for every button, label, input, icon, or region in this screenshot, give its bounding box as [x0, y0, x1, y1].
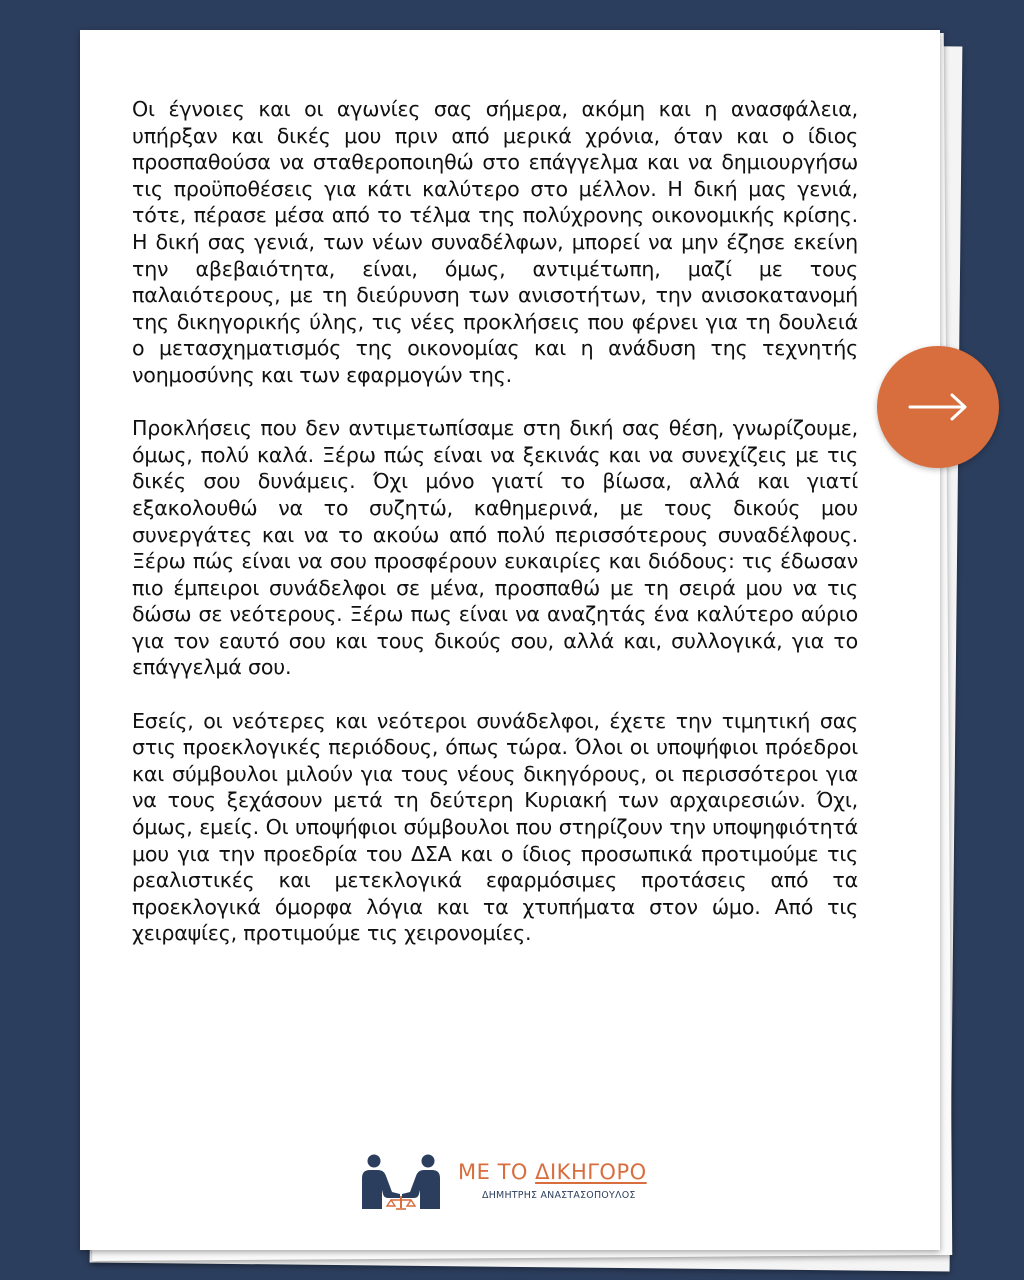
letter-body	[132, 96, 858, 974]
logo-title	[458, 1160, 647, 1184]
logo-subtitle: ΔΗΜΗΤΡΗΣ ΑΝΑΣΤΑΣΟΠΟΥΛΟΣ	[482, 1190, 636, 1201]
paragraph-1: Οι έγνοιες και οι αγωνίες σας σήμερα, ακόμη και η ανασφάλεια, υπήρξαν και δικές μου πριν από μερικά χρόνια, όταν και ο ίδιος προσπαθούσα να σταθεροποιηθώ στο επάγγελμα και να δημιουργήσω τις προϋποθέσεις για κάτι καλύτερο στο μέλλον. Η δική μας γενιά, τότε, πέρασε μέσα από το τέλμα της πολύχρονης οικονομικής κρίσης. Η δική σας γενιά, των νέων συναδέλφων, μπορεί να μην έζησε εκείνη την αβεβαιότητα, είναι, όμως, αντιμέτωπη, μαζί με τους παλαιότερους, με τη διεύρυνση των ανισοτήτων, την ανισοκατανομή της δικηγορικής ύλης, τις νέες προκλήσεις που φέρνει για τη δουλειά ο μετασχηματισμός της οικονομίας και η ανάδυση της τεχνητής νοημοσύνης και των εφαρμογών της.	[132, 97, 858, 387]
paragraph-2: Προκλήσεις που δεν αντιμετωπίσαμε στη δική σας θέση, γνωρίζουμε, όμως, πολύ καλά. Ξέρω πώς είναι να ξεκινάς και να συνεχίζεις με τις δικές σου δυνάμεις. Όχι μόνο γιατί το βίωσα, αλλά και γιατί εξακολουθώ να το συζητώ, καθημερινά, με τους δικούς μου συνεργάτες και να το ακούω από πολύ περισσότερους συναδέλφους. Ξέρω πώς είναι να σου προσφέρουν ευκαιρίες και διόδους: τις έδωσαν πιο έμπειροι συνάδελφοι σε μένα, προσπαθώ με τη σειρά μου να τις δώσω σε νεότερους. Ξέρω πως είναι να αναζητάς ένα καλύτερο αύριο για τον εαυτό σου και τους δικούς σου, αλλά και, συλλογικά, για το επάγγελμά σου.	[132, 416, 858, 680]
handshake-lawyers-icon	[358, 1152, 452, 1210]
paragraph-3: Εσείς, οι νεότερες και νεότεροι συνάδελφοι, έχετε την τιμητική σας στις προεκλογικές περιόδους, όπως τώρα. Όλοι οι υποψήφιοι πρόεδροι και σύμβουλοι μιλούν για τους νέους δικηγόρους, οι περισσότεροι για να τους ξεχάσουν μετά τη δεύτερη Κυριακή των αρχαιρεσιών. Όχι, όμως, εμείς. Οι υποψήφιοι σύμβουλοι που στηρίζουν την υποψηφιότητά μου για την προεδρία του ΔΣΑ και ο ίδιος προσωπικά προτιμούμε τις ρεαλιστικές και μετεκλογικά εφαρμόσιμες προτάσεις από τα προεκλογικά όμορφα λόγια και τα χτυπήματα στον ώμο. Από τις χειραψίες, προτιμούμε τις χειρονομίες.	[132, 708, 858, 946]
logo-title-part2: ΔΙΚΗΓΟΡΟ	[535, 1160, 647, 1184]
logo	[358, 1150, 668, 1212]
next-slide-button[interactable]	[877, 346, 999, 468]
logo-title-part1: ΜΕ ΤΟ	[458, 1160, 536, 1184]
arrow-right-icon	[908, 392, 968, 422]
